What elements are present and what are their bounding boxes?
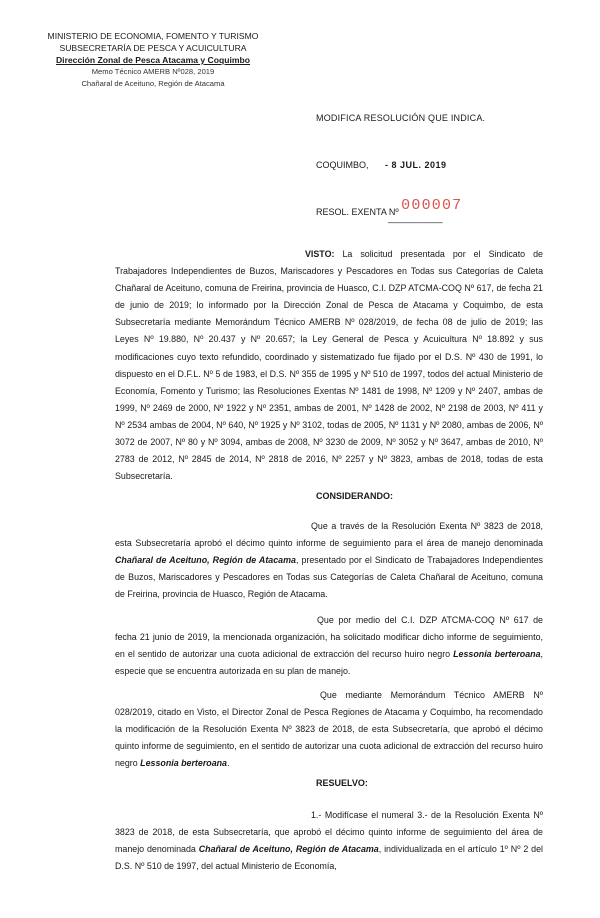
zonal-direction-name: Dirección Zonal de Pesca Atacama y Coquimbo [55,55,251,65]
considerando-heading: CONSIDERANDO: [316,491,394,501]
letterhead [38,30,268,90]
document-subject: MODIFICA RESOLUCIÓN QUE INDICA. [316,113,486,123]
considerando-3-species: Lessonia berteroana [140,758,227,769]
considerando-paragraph-3 [115,687,543,772]
considerando-1-area-name: Chañaral de Aceituno, Región de Atacama [115,555,296,566]
resuelvo-1-text-a: 1.- Modifícase el numeral 3.- de la Resolución Exenta Nº 3823 de 2018, de esta Subsecretaría, que aprobó el décimo quinto informe de seguimiento del área de manejo denominada [115,810,543,855]
considerando-1-text-b: , presentado por el Sindicato de Trabajadores Independientes de Buzos, Mariscadores y Pescadores en Todas sus Categorías de Caleta Chañaral de Aceituno, comuna de Freirina, provincia de Huasco, Región de Atacama. [115,555,543,600]
memo-reference: Memo Técnico AMERB Nº028, 2019 [91,67,215,76]
considerando-1-text-a: Que a través de la Resolución Exenta Nº 3823 de 2018, esta Subsecretaría aprobó el décimo quinto informe de seguimiento para el área de manejo denominada [115,521,543,549]
considerando-2-text-b: , especie que se encuentra autorizada en su plan de manejo. [115,649,543,677]
city: COQUIMBO, [316,160,369,170]
resolution-stamp-number: 000007 [401,197,463,214]
ministry-name: MINISTERIO DE ECONOMIA, FOMENTO Y TURISMO [47,31,259,41]
resuelvo-heading: RESUELVO: [316,778,368,788]
resuelvo-paragraph-1 [115,807,543,875]
visto-text: La solicitud presentada por el Sindicato de Trabajadores Independientes de Buzos, Mariscadores y Pescadores en Todas sus Categorías de Caleta Chañaral de Aceituno, comuna de Freirina, provincia de Huasco, C.I. DZP ATCMA-COQ Nº 617, de fecha 21 de junio de 2019; lo informado por la Dirección Zonal de Pesca de Atacama y Coquimbo, de esta Subsecretaría mediante Memorándum Técnico AMERB Nº 028/2019, de fecha 08 de julio de 2019; las Leyes Nº 19.880, Nº 20.437 y Nº 20.657; la Ley General de Pesca y Acuicultura Nº 18.892 y sus modificaciones cuyo texto refundido, coordinado y sistematizado fue fijado por el D.S. Nº 430 de 1991, lo dispuesto en el D.F.L. Nº 5 de 1983, el D.S. Nº 355 de 1995 y Nº 510 de 1997, todos del actual Ministerio de Economía, Fomento y Turismo; las Resoluciones Exentas Nº 1481 de 1998, Nº 1209 y Nº 2407, ambas de 1999, Nº 2469 de 2000, Nº 1922 y Nº 2351, ambas de 2001, Nº 1428 de 2002, Nº 2198 de 2003, Nº 411 y Nº 2534 ambas de 2004, Nº 640, Nº 1925 y Nº 3102, todas de 2005, Nº 1131 y Nº 2080, ambas de 2006, Nº 3072 de 2007, Nº 80 y Nº 3094, ambas de 2008, Nº 3230 de 2009, Nº 3052 y Nº 3647, ambas de 2010, Nº 2783 de 2012, Nº 2845 de 2014, Nº 2818 de 2016, Nº 2257 y Nº 3823, ambas de 2018, todas de esta Subsecretaría. [115,249,543,482]
considerando-3-text-a: Que mediante Memorándum Técnico AMERB Nº 028/2019, citado en Visto, el Director Zonal de Pesca Regiones de Atacama y Coquimbo, ha recomendado la modificación de la Resolución Exenta Nº 3823 de 2018, de esta Subsecretaría, que aprobó el décimo quinto informe de seguimiento, en el sentido de autorizar una cuota adicional de extracción del recurso huiro negro [115,690,543,769]
resuelvo-1-text-b: , individualizada en el artículo 1º Nº 2 del D.S. Nº 510 de 1997, del actual Ministerio de Economía, [115,844,543,872]
visto-label: VISTO: [305,249,335,259]
undersecretariat-name: SUBSECRETARÍA DE PESCA Y ACUICULTURA [59,43,247,53]
place-date [316,160,447,170]
considerando-paragraph-1 [115,518,543,603]
visto-paragraph [115,246,543,485]
resolution-underline: ____________ [388,213,443,223]
resolution-label: RESOL. EXENTA Nº [316,207,399,217]
considerando-paragraph-2 [115,612,543,680]
resolution-number [316,197,463,223]
resuelvo-1-area-name: Chañaral de Aceituno, Región de Atacama [198,844,379,855]
considerando-2-species: Lessonia berteroana [453,649,541,660]
considerando-2-text-a: Que por medio del C.I. DZP ATCMA-COQ Nº 617 de fecha 21 junio de 2019, la mencionada organización, ha solicitado modificar dicho informe de seguimiento, en el sentido de autorizar una cuota adicional de extracción del recurso huiro negro [115,615,543,660]
considerando-3-text-b: . [226,758,230,769]
location-reference: Chañaral de Aceituno, Región de Atacama [81,79,225,88]
date-stamp: - 8 JUL. 2019 [385,160,447,170]
